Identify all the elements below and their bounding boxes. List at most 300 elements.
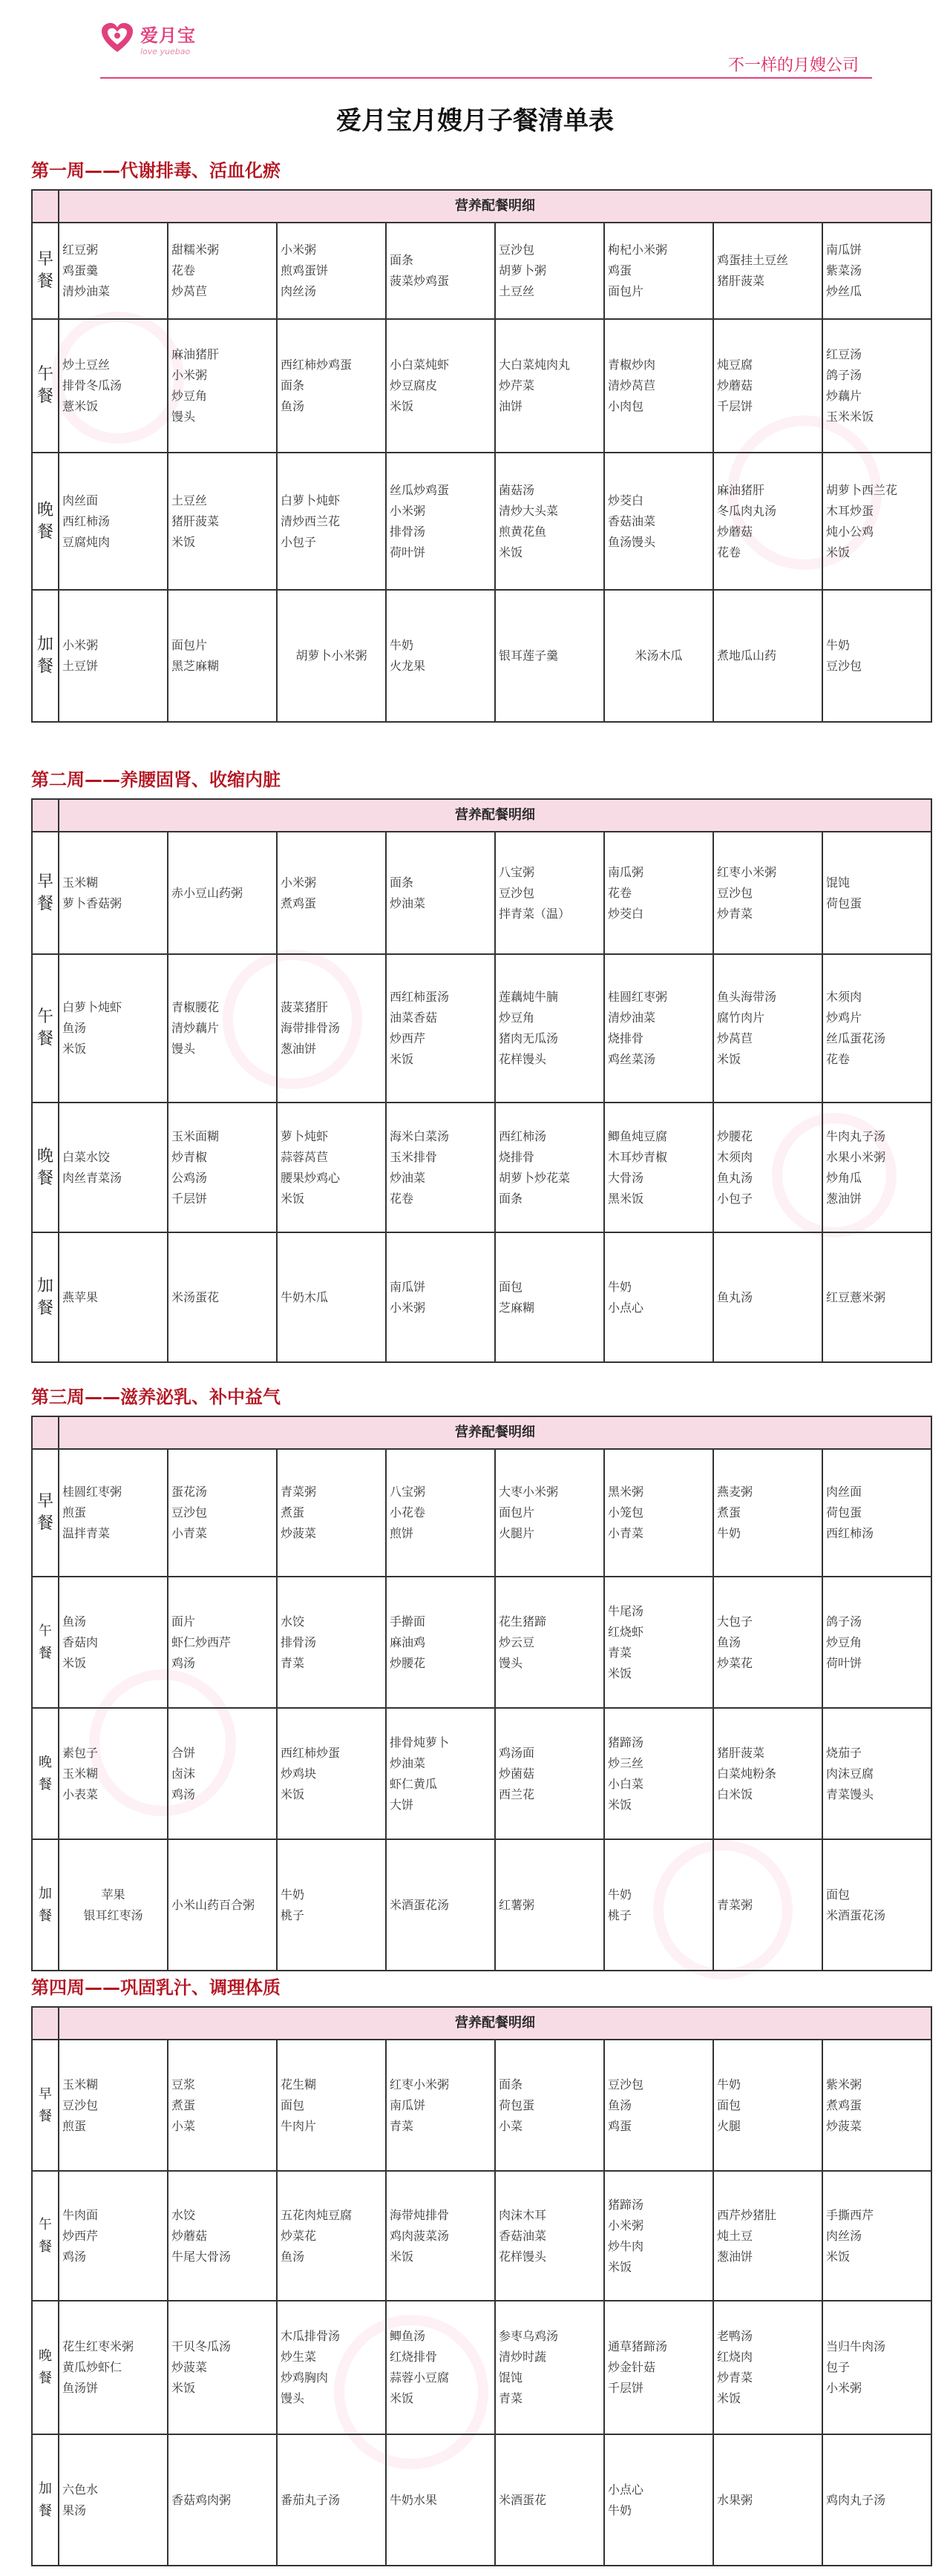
- menu-cell: [604, 1577, 713, 1708]
- dish-item: 牛尾大骨汤: [171, 2249, 232, 2264]
- dish-item: 葱油饼: [281, 1042, 317, 1056]
- dish-item: 炒豆角: [499, 1011, 535, 1025]
- dish-item: 燕麦粥: [717, 1485, 753, 1499]
- dish-item: 合饼: [171, 1745, 196, 1760]
- table-row: [32, 1103, 931, 1232]
- menu-cell: [713, 2301, 822, 2434]
- dish-item: 西红柿汤: [826, 1526, 874, 1540]
- menu-cell: [713, 453, 822, 590]
- table-header: 营养配餐明细: [59, 190, 931, 223]
- dish-item: 青椒腰花: [171, 1000, 220, 1014]
- dish-item: 豆沙包: [608, 2077, 644, 2092]
- dish-item: 炒莴苣: [171, 284, 208, 298]
- dish-item: 清炒藕片: [171, 1021, 220, 1035]
- dish-item: 米饭: [281, 1191, 305, 1206]
- dish-item: 面包: [499, 1279, 523, 1294]
- menu-cell: [604, 954, 713, 1103]
- dish-item: 煮鸡蛋: [826, 2097, 862, 2112]
- menu-cell: [713, 2040, 822, 2171]
- dish-item: 豆沙包: [499, 243, 535, 257]
- dish-item: 红烧虾: [608, 1624, 644, 1639]
- dish-item: 红烧肉: [717, 2350, 753, 2364]
- menu-cell: [168, 954, 277, 1103]
- menu-cell: [168, 2434, 277, 2566]
- dish-item: 肉丝汤: [826, 2228, 862, 2243]
- dish-item: 炒蘑菇: [171, 2228, 208, 2243]
- menu-cell: [386, 2171, 495, 2301]
- dish-item: 面条: [390, 875, 414, 890]
- dish-item: 木瓜排骨汤: [281, 2329, 341, 2343]
- dish-item: 大包子: [717, 1614, 753, 1629]
- dish-item: 八宝粥: [390, 1485, 426, 1499]
- dish-item: 豆沙包: [499, 885, 535, 900]
- menu-cell: [495, 1708, 604, 1839]
- dish-item: 素包子: [62, 1745, 99, 1760]
- meal-label: 早餐: [32, 2040, 59, 2171]
- menu-cell: [59, 590, 168, 722]
- dish-item: 炒丝瓜: [826, 284, 862, 298]
- dish-item: 海带炖排骨: [390, 2207, 450, 2222]
- dish-item: 馒头: [499, 1655, 523, 1670]
- dish-item: 水果小米粥: [826, 1149, 886, 1164]
- dish-item: 猪肝菠菜: [717, 274, 765, 288]
- menu-cell: [713, 590, 822, 722]
- menu-cell: [59, 1103, 168, 1232]
- dish-item: 卤沫: [171, 1766, 196, 1781]
- meal-label: 晚餐: [32, 2301, 59, 2434]
- menu-cell: [822, 1449, 931, 1577]
- dish-item: 炒菠菜: [281, 1526, 317, 1540]
- dish-item: 豆沙包: [171, 1505, 208, 1519]
- dish-item: 烧排骨: [608, 1031, 644, 1045]
- dish-item: 鸽子汤: [826, 1614, 862, 1629]
- dish-item: 南瓜饼: [826, 243, 862, 257]
- menu-cell: [386, 2040, 495, 2171]
- dish-item: 炖小公鸡: [826, 524, 874, 539]
- meal-label: 加餐: [32, 1839, 59, 1971]
- menu-cell: [713, 1839, 822, 1971]
- dish-item: 鸡肉菠菜汤: [390, 2228, 450, 2243]
- dish-item: 鸡汤: [171, 1655, 196, 1670]
- dish-item: 炒菜花: [717, 1655, 753, 1670]
- dish-item: 火腿: [717, 2118, 741, 2133]
- dish-item: 牛奶: [390, 638, 414, 652]
- dish-item: 排骨冬瓜汤: [62, 378, 122, 392]
- menu-cell: [168, 2301, 277, 2434]
- dish-item: 小米粥: [608, 2218, 644, 2232]
- meal-plan-table: [31, 1416, 932, 1971]
- brand-name: 爱月宝: [140, 25, 196, 46]
- dish-item: 五花肉炖豆腐: [281, 2207, 353, 2222]
- meal-label: 午 餐: [32, 319, 59, 453]
- menu-cell: [59, 2040, 168, 2171]
- menu-cell: [495, 2434, 604, 2566]
- dish-item: 米饭: [171, 534, 196, 549]
- dish-item: 葱油饼: [717, 2249, 753, 2264]
- dish-item: 炒蘑菇: [717, 378, 753, 392]
- dish-item: 面条: [281, 378, 305, 392]
- dish-item: 米饭: [826, 2249, 851, 2264]
- header-corner-cell: [32, 1416, 59, 1449]
- dish-item: 油菜香菇: [390, 1011, 438, 1025]
- table-header: 营养配餐明细: [59, 1416, 931, 1449]
- dish-item: 小花卷: [390, 1505, 426, 1519]
- menu-cell: [386, 1232, 495, 1362]
- dish-item: 馒头: [171, 410, 196, 424]
- dish-item: 米饭: [62, 1042, 87, 1056]
- dish-item: 小白菜炖虾: [390, 358, 450, 372]
- dish-item: 煎鸡蛋饼: [281, 263, 329, 277]
- menu-cell: [59, 1232, 168, 1362]
- meal-label: 早 餐: [32, 223, 59, 319]
- menu-cell: [822, 832, 931, 954]
- dish-item: 小表菜: [62, 1787, 99, 1801]
- dish-item: 大骨汤: [608, 1170, 644, 1185]
- menu-cell: [59, 223, 168, 319]
- dish-item: 大枣小米粥: [499, 1485, 559, 1499]
- dish-item: 肉丝面: [62, 493, 99, 507]
- menu-cell: [277, 1708, 386, 1839]
- dish-item: 炒菜花: [281, 2228, 317, 2243]
- menu-cell: [168, 223, 277, 319]
- menu-cell: [822, 590, 931, 722]
- dish-item: 排骨炖萝卜: [390, 1735, 450, 1749]
- dish-item: 甜糯米粥: [171, 243, 220, 257]
- menu-cell: [495, 453, 604, 590]
- menu-cell: [822, 1103, 931, 1232]
- dish-item: 蒜蓉莴苣: [281, 1149, 329, 1164]
- dish-item: 炒三丝: [608, 1755, 644, 1770]
- dish-item: 米饭: [499, 545, 523, 559]
- dish-item: 清炒莴苣: [608, 378, 656, 392]
- menu-cell: [822, 1577, 931, 1708]
- dish-item: 麻油猪肝: [717, 482, 765, 497]
- dish-item: 红枣小米粥: [717, 864, 777, 879]
- dish-item: 炒青菜: [717, 2370, 753, 2385]
- menu-cell: [822, 319, 931, 453]
- dish-item: 面包: [281, 2097, 305, 2112]
- menu-cell: [822, 1708, 931, 1839]
- dish-item: 煎饼: [390, 1526, 414, 1540]
- dish-item: 木须肉: [826, 990, 862, 1004]
- dish-item: 玉米糊: [62, 1766, 99, 1781]
- dish-item: 米饭: [390, 1052, 414, 1066]
- menu-cell: [168, 453, 277, 590]
- menu-cell: [604, 1839, 713, 1971]
- dish-item: 虾仁炒西芹: [171, 1634, 232, 1649]
- dish-item: 银耳红枣汤: [83, 1908, 143, 1922]
- menu-cell: [495, 2171, 604, 2301]
- meal-label: 午餐: [32, 2171, 59, 2301]
- dish-item: 土豆丝: [499, 284, 535, 298]
- menu-cell: [822, 2434, 931, 2566]
- dish-item: 炒蘑菇: [717, 524, 753, 539]
- dish-item: 小青菜: [608, 1526, 644, 1540]
- dish-item: 米饭: [717, 2391, 741, 2405]
- dish-item: 排骨汤: [281, 1634, 317, 1649]
- dish-item: 米汤蛋花: [171, 1289, 220, 1304]
- menu-cell: [713, 2434, 822, 2566]
- dish-item: 青菜粥: [281, 1485, 317, 1499]
- menu-cell: [604, 453, 713, 590]
- dish-item: 鸡蛋挂土豆丝: [717, 253, 789, 267]
- menu-cell: [59, 1577, 168, 1708]
- dish-item: 青椒炒肉: [608, 358, 656, 372]
- dish-item: 白萝卜炖虾: [62, 1000, 122, 1014]
- dish-item: 米饭: [390, 2249, 414, 2264]
- menu-cell: [495, 954, 604, 1103]
- table-row: [32, 2171, 931, 2301]
- dish-item: 清炒西兰花: [281, 513, 341, 528]
- dish-item: 青菜: [390, 2118, 414, 2133]
- dish-item: 炒莴苣: [717, 1031, 753, 1045]
- menu-cell: [822, 453, 931, 590]
- dish-item: 燕苹果: [62, 1289, 99, 1304]
- menu-cell: [277, 319, 386, 453]
- dish-item: 赤小豆山药粥: [171, 885, 243, 900]
- menu-cell: [495, 319, 604, 453]
- menu-cell: [386, 1839, 495, 1971]
- dish-item: 南瓜粥: [608, 864, 644, 879]
- meal-label: 晚餐: [32, 1708, 59, 1839]
- dish-item: 红豆汤: [826, 347, 862, 361]
- dish-item: 炒菌菇: [499, 1766, 535, 1781]
- menu-cell: [495, 1103, 604, 1232]
- menu-cell: [168, 1449, 277, 1577]
- dish-item: 小米粥: [171, 368, 208, 382]
- dish-item: 米饭: [390, 399, 414, 413]
- dish-item: 排骨汤: [390, 524, 426, 539]
- dish-item: 炒鸡块: [281, 1766, 317, 1781]
- dish-item: 煎黄花鱼: [499, 524, 547, 539]
- dish-item: 荷叶饼: [390, 545, 426, 559]
- dish-item: 煮蛋: [171, 2097, 196, 2112]
- dish-item: 炒油菜: [390, 1755, 426, 1770]
- dish-item: 鱼丸汤: [717, 1289, 753, 1304]
- dish-item: 腰果炒鸡心: [281, 1170, 341, 1185]
- dish-item: 小包子: [281, 534, 317, 549]
- dish-item: 青菜: [608, 1645, 632, 1660]
- dish-item: 馒头: [281, 2391, 305, 2405]
- dish-item: 肉丝面: [826, 1485, 862, 1499]
- dish-item: 枸杞小米粥: [608, 243, 668, 257]
- dish-item: 花卷: [390, 1191, 414, 1206]
- menu-cell: [604, 2040, 713, 2171]
- dish-item: 苹果: [101, 1887, 125, 1902]
- dish-item: 烧排骨: [499, 1149, 535, 1164]
- menu-cell: [495, 2301, 604, 2434]
- table-row: [32, 223, 931, 319]
- page-title: 爱月宝月嫂月子餐清单表: [336, 106, 614, 136]
- menu-cell: [59, 453, 168, 590]
- dish-item: 米饭: [826, 545, 851, 559]
- dish-item: 西兰花: [499, 1787, 535, 1801]
- dish-item: 鱼汤: [62, 1614, 87, 1629]
- dish-item: 炒生菜: [281, 2350, 317, 2364]
- dish-item: 鱼汤: [281, 399, 305, 413]
- menu-cell: [168, 1103, 277, 1232]
- dish-item: 小肉包: [608, 399, 644, 413]
- dish-item: 包子: [826, 2360, 851, 2374]
- menu-cell: [277, 2301, 386, 2434]
- meal-label: 加 餐: [32, 590, 59, 722]
- dish-item: 花生猪蹄: [499, 1614, 547, 1629]
- menu-cell: [604, 1103, 713, 1232]
- dish-item: 牛奶: [281, 1887, 305, 1902]
- dish-item: 米汤木瓜: [635, 648, 683, 663]
- dish-item: 豆沙包: [62, 2097, 99, 2112]
- dish-item: 豆沙包: [826, 659, 862, 673]
- dish-item: 炒菠菜: [171, 2360, 208, 2374]
- dish-item: 花卷: [171, 263, 196, 277]
- dish-item: 南瓜饼: [390, 1279, 426, 1294]
- table-row: [32, 1839, 931, 1971]
- dish-item: 胡萝卜西兰花: [826, 482, 898, 497]
- dish-item: 公鸡汤: [171, 1170, 208, 1185]
- table-row: [32, 453, 931, 590]
- dish-item: 小白菜: [608, 1776, 644, 1791]
- menu-cell: [59, 1449, 168, 1577]
- dish-item: 菌菇汤: [499, 482, 535, 497]
- header-corner-cell: [32, 190, 59, 223]
- table-row: [32, 2434, 931, 2566]
- page-header: [0, 0, 950, 82]
- dish-item: 炖土豆: [717, 2228, 753, 2243]
- dish-item: 黑芝麻糊: [171, 659, 220, 673]
- dish-item: 玉米糊: [62, 2077, 99, 2092]
- dish-item: 鱼丸汤: [717, 1170, 753, 1185]
- dish-item: 桃子: [281, 1908, 305, 1922]
- dish-item: 青菜: [281, 1655, 305, 1670]
- menu-cell: [168, 2171, 277, 2301]
- menu-cell: [604, 590, 713, 722]
- table-row: [32, 2301, 931, 2434]
- dish-item: 猪肝菠菜: [717, 1745, 765, 1760]
- dish-item: 麻油鸡: [390, 1634, 426, 1649]
- dish-item: 腐竹肉片: [717, 1011, 765, 1025]
- brand-logo[interactable]: [100, 21, 196, 56]
- dish-item: 清炒油菜: [608, 1011, 656, 1025]
- dish-item: 肉丝汤: [281, 284, 317, 298]
- dish-item: 炒西芹: [62, 2228, 99, 2243]
- dish-item: 小笼包: [608, 1505, 644, 1519]
- dish-item: 手擀面: [390, 1614, 426, 1629]
- menu-cell: [495, 1839, 604, 1971]
- menu-cell: [604, 1449, 713, 1577]
- dish-item: 红薯粥: [499, 1897, 535, 1912]
- week-2-section: [31, 761, 931, 1363]
- dish-item: 蛋花汤: [171, 1485, 208, 1499]
- dish-item: 豆浆: [171, 2077, 196, 2092]
- menu-cell: [59, 832, 168, 954]
- table-row: [32, 2040, 931, 2171]
- dish-item: 鸡汤: [171, 1787, 196, 1801]
- dish-item: 青菜粥: [717, 1897, 753, 1912]
- dish-item: 黑米粥: [608, 1485, 644, 1499]
- dish-item: 萝卜炖虾: [281, 1128, 329, 1143]
- dish-item: 胡萝卜小米粥: [295, 648, 367, 663]
- dish-item: 西红柿汤: [62, 513, 111, 528]
- dish-item: 手撕西芹: [826, 2207, 874, 2222]
- menu-cell: [277, 223, 386, 319]
- menu-cell: [277, 1103, 386, 1232]
- table-row: [32, 1449, 931, 1577]
- dish-item: 馄饨: [499, 2370, 523, 2385]
- dish-item: 炒青菜: [717, 906, 753, 921]
- dish-item: 西红柿蛋汤: [390, 990, 450, 1004]
- dish-item: 米饭: [608, 2259, 632, 2274]
- dish-item: 鱼汤: [281, 2249, 305, 2264]
- dish-item: 煮鸡蛋: [281, 896, 317, 910]
- menu-cell: [604, 1708, 713, 1839]
- dish-item: 红豆薏米粥: [826, 1289, 886, 1304]
- week-title: 第一周——代谢排毒、活血化瘀: [31, 160, 281, 181]
- dish-item: 清炒油菜: [62, 284, 111, 298]
- menu-cell: [604, 223, 713, 319]
- dish-item: 香菇肉: [62, 1634, 99, 1649]
- menu-cell: [168, 319, 277, 453]
- dish-item: 小菜: [499, 2118, 523, 2133]
- dish-item: 干贝冬瓜汤: [171, 2339, 232, 2353]
- dish-item: 牛肉丸子汤: [826, 1128, 886, 1143]
- dish-item: 清炒大头菜: [499, 503, 559, 518]
- dish-item: 炒芹菜: [499, 378, 535, 392]
- table-row: [32, 1708, 931, 1839]
- dish-item: 虾仁黄瓜: [390, 1776, 438, 1791]
- dish-item: 紫米粥: [826, 2077, 862, 2092]
- menu-cell: [386, 590, 495, 722]
- dish-item: 猪蹄汤: [608, 2197, 644, 2212]
- dish-item: 小点心: [608, 1300, 644, 1315]
- brand-slogan: 不一样的月嫂公司: [728, 56, 859, 75]
- menu-cell: [59, 2301, 168, 2434]
- brand-name-en: love yuebao: [140, 47, 191, 56]
- dish-item: 千层饼: [608, 2381, 644, 2395]
- menu-cell: [386, 1577, 495, 1708]
- dish-item: 面包: [826, 1887, 851, 1902]
- dish-item: 面条: [499, 2077, 523, 2092]
- menu-cell: [713, 319, 822, 453]
- table-row: [32, 832, 931, 954]
- dish-item: 大饼: [390, 1797, 414, 1812]
- menu-cell: [495, 1449, 604, 1577]
- menu-cell: [386, 1103, 495, 1232]
- dish-item: 黑米饭: [608, 1191, 644, 1206]
- dish-item: 煎蛋: [62, 1505, 87, 1519]
- dish-item: 鱼汤: [717, 1634, 741, 1649]
- menu-cell: [713, 1449, 822, 1577]
- dish-item: 小米粥: [281, 243, 317, 257]
- dish-item: 冬瓜肉丸汤: [717, 503, 777, 518]
- dish-item: 鸽子汤: [826, 368, 862, 382]
- dish-item: 炒牛肉: [608, 2238, 644, 2253]
- meal-label: 早 餐: [32, 1449, 59, 1577]
- week-3-section: [31, 1379, 931, 1971]
- meal-plan-table: [31, 189, 932, 723]
- dish-item: 鸡肉丸子汤: [826, 2492, 886, 2507]
- menu-cell: [822, 223, 931, 319]
- menu-cell: [386, 319, 495, 453]
- dish-item: 木耳炒青椒: [608, 1149, 668, 1164]
- menu-cell: [495, 590, 604, 722]
- dish-item: 黄瓜炒虾仁: [62, 2360, 122, 2374]
- dish-item: 炒青椒: [171, 1149, 208, 1164]
- meal-plan-table: [31, 2006, 932, 2566]
- menu-cell: [713, 832, 822, 954]
- dish-item: 西红柿炒鸡蛋: [281, 358, 353, 372]
- dish-item: 玉米米饭: [826, 410, 874, 424]
- dish-item: 土豆丝: [171, 493, 208, 507]
